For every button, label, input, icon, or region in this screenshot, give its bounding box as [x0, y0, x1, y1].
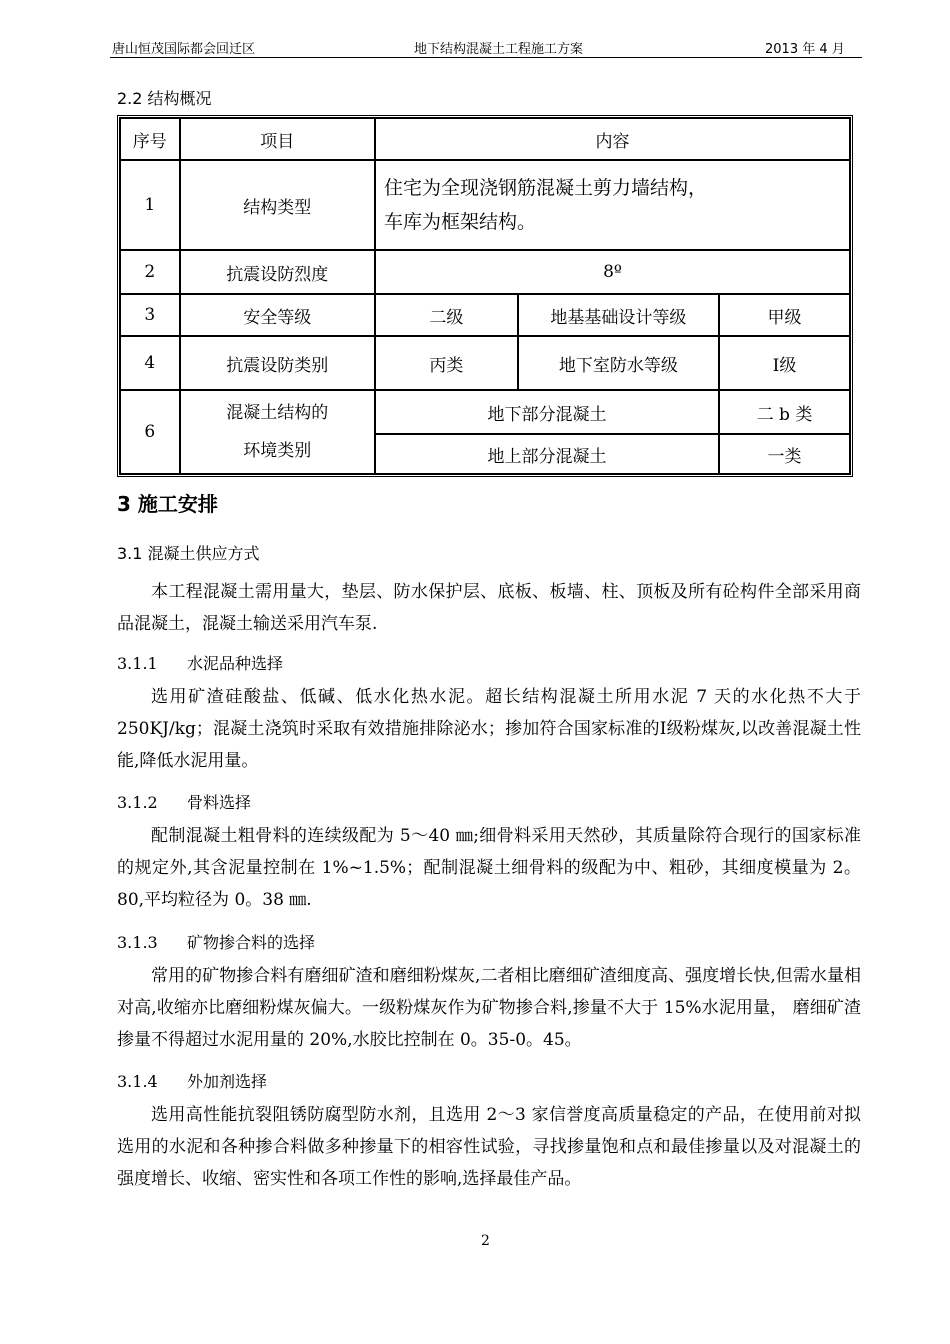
section-3-1-heading: 3.1 混凝土供应方式: [117, 544, 260, 563]
paragraph-3-1: 本工程混凝土需用量大，垫层、防水保护层、底板、板墙、柱、顶板及所有砼构件全部采用商品混凝土，混凝土输送采用汽车泵.: [117, 582, 861, 634]
row-no: 3: [120, 294, 180, 336]
col-header-item: 项目: [180, 118, 375, 160]
section-title: 骨料选择: [187, 793, 252, 812]
col-header-no: 序号: [120, 118, 180, 160]
paragraph-3-1-3: 常用的矿物掺合料有磨细矿渣和磨细粉煤灰,二者相比磨细矿渣细度高、强度增长快,但需水量相对高,收缩亦比磨细粉煤灰偏大。一级粉煤灰作为矿物掺合料,掺量不大于 15%水泥用量， 磨细矿渣掺量不得超过水泥用量的 20%,水胶比控制在 0。35-0。45。: [117, 966, 861, 1050]
content-line: 住宅为全现浇钢筋混凝土剪力墙结构，: [383, 177, 707, 199]
header-date: 2013 年 4 月: [765, 42, 845, 57]
row-cell: 二级: [375, 294, 518, 336]
header-title: 地下结构混凝土工程施工方案: [414, 42, 584, 57]
paragraph-3-1-4: 选用高性能抗裂阻锈防腐型防水剂，且选用 2～3 家信誉度高质量稳定的产品，在使用前对拟选用的水泥和各种掺合料做多种掺量下的相容性试验，寻找掺量饱和点和最佳掺量以及对混凝土的强度增长、收缩、密实性和各项工作性的影响,选择最佳产品。: [117, 1105, 861, 1189]
section-3-1-3-heading: [117, 930, 315, 953]
row-cell: 甲级: [719, 294, 850, 336]
row-cell: 一类: [719, 434, 850, 474]
row-no: 2: [120, 250, 180, 294]
table-row: [120, 250, 850, 294]
table-row: [120, 294, 850, 336]
section-number: 3.1.2: [117, 793, 158, 812]
section-2-2-heading: 2.2 结构概况: [117, 89, 212, 108]
row-item: [180, 390, 375, 474]
row-no: 4: [120, 336, 180, 390]
item-line: 混凝土结构的: [226, 403, 329, 423]
row-content: [375, 160, 850, 250]
row-no: 6: [120, 390, 180, 474]
table-row: [120, 336, 850, 390]
row-cell: 地下室防水等级: [518, 336, 719, 390]
page-number: 2: [481, 1233, 490, 1249]
row-cell: 地下部分混凝土: [375, 390, 719, 434]
table-header-row: [120, 118, 850, 160]
section-number: 3.1.1: [117, 654, 158, 673]
col-header-content: 内容: [375, 118, 850, 160]
row-cell: Ⅰ级: [719, 336, 850, 390]
row-no: 1: [120, 160, 180, 250]
header-left: 唐山恒茂国际都会回迁区: [112, 42, 256, 57]
paragraph-3-1-1: 选用矿渣硅酸盐、低碱、低水化热水泥。超长结构混凝土所用水泥 7 天的水化热不大于 250KJ/kg；混凝土浇筑时采取有效措施排除泌水；掺加符合国家标准的Ⅰ级粉煤灰,以改善混凝土性能,降低水泥用量。: [117, 687, 861, 771]
header-rule: [110, 57, 862, 58]
row-cell: 二 b 类: [719, 390, 850, 434]
section-title: 外加剂选择: [187, 1072, 268, 1091]
table-row: [120, 160, 850, 250]
section-3-1-4-heading: [117, 1069, 267, 1092]
section-3-heading: 3 施工安排: [117, 492, 218, 516]
section-number: 3.1.3: [117, 933, 158, 952]
row-item: 抗震设防烈度: [180, 250, 375, 294]
row-item: 结构类型: [180, 160, 375, 250]
section-number: 3.1.4: [117, 1072, 158, 1091]
row-cell: 丙类: [375, 336, 518, 390]
table-row: [120, 390, 850, 434]
paragraph-3-1-2: 配制混凝土粗骨料的连续级配为 5～40 ㎜;细骨料采用天然砂，其质量除符合现行的国家标准的规定外,其含泥量控制在 1%~1.5%；配制混凝土细骨料的级配为中、粗砂，其细度模量为 2。80,平均粒径为 0。38 ㎜.: [117, 826, 861, 910]
row-item: 安全等级: [180, 294, 375, 336]
row-item: 抗震设防类别: [180, 336, 375, 390]
section-title: 矿物掺合料的选择: [187, 933, 316, 952]
item-line: 环境类别: [243, 441, 312, 461]
content-line: 车库为框架结构。: [383, 211, 536, 233]
row-cell: 地基基础设计等级: [518, 294, 719, 336]
section-title: 水泥品种选择: [187, 654, 284, 673]
row-content: 8º: [375, 250, 850, 294]
section-3-1-1-heading: [117, 651, 283, 674]
row-cell: 地上部分混凝土: [375, 434, 719, 474]
section-3-1-2-heading: [117, 790, 251, 813]
structure-overview-table: [117, 115, 853, 477]
